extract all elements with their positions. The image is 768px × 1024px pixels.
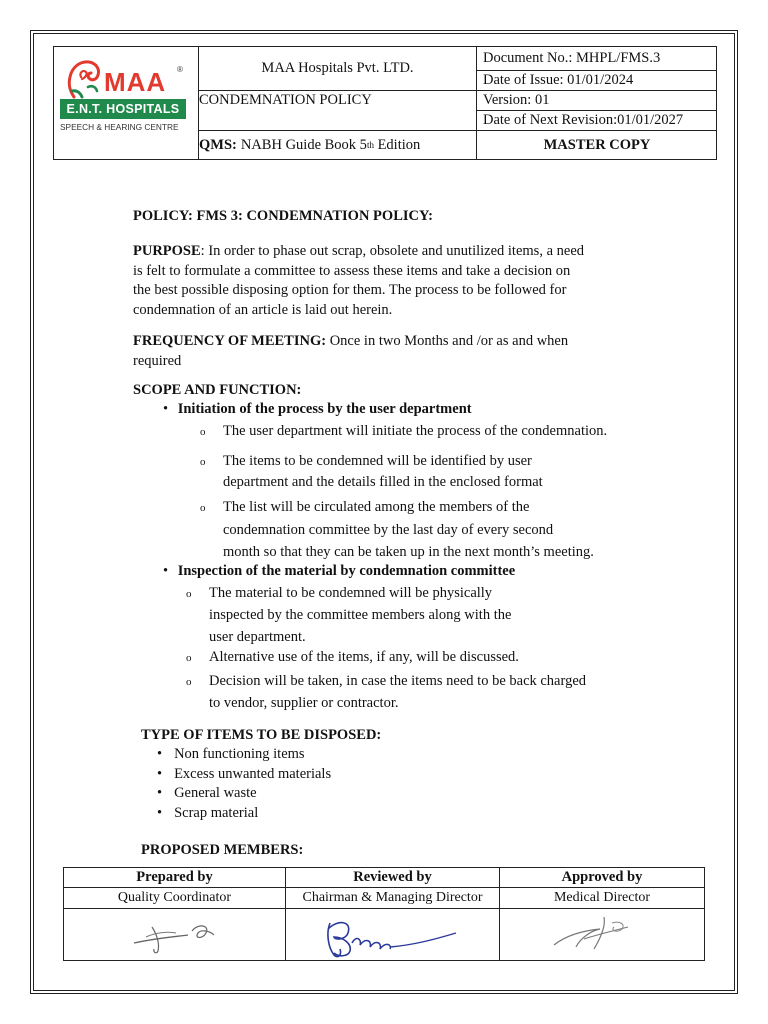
list-item-text: General waste [174,785,257,801]
company-name-cell [199,47,476,91]
list-item-text: Excess unwanted materials [174,765,332,782]
version: Version: 01 [483,92,550,108]
list-item-text: inspected by the committee members along with the [209,607,512,623]
date-of-issue: Date of Issue: 01/01/2024 [483,72,634,88]
reviewed-column [286,868,500,960]
list-item [186,649,519,666]
frequency-paragraph [133,331,693,371]
logo-registered-mark: ® [177,65,183,74]
scope-section-2 [163,563,515,580]
bullet-icon: • [157,746,163,762]
logo-brand: MAA [104,67,167,97]
prepared-signature-cell [64,909,285,960]
scope-section-1 [163,401,472,418]
prepared-signature [64,909,286,959]
circle-bullet-icon: o [200,426,206,438]
qms-tail: Edition [373,136,421,153]
policy-title: CONDEMNATION POLICY [199,92,372,108]
list-item-text: Non functioning items [174,746,305,762]
head-profile-icon [62,57,106,101]
list-item [186,670,586,711]
approved-signature [500,909,704,959]
list-item-text: user department. [209,629,306,645]
reviewed-signature-cell [286,909,499,960]
scope-heading: SCOPE AND FUNCTION: [133,382,302,398]
signoff-table [63,867,705,961]
list-item [200,496,594,560]
next-revision-cell [477,111,717,131]
header-right-column [477,47,717,159]
list-item-text: department and the details filled in the enclosed format [223,474,543,490]
list-item [200,451,543,490]
reviewed-role: Chairman & Managing Director [286,888,499,909]
date-of-issue-cell [477,71,717,91]
frequency-line-2: required [133,353,182,369]
list-item-text: The items to be condemned will be identified by user [223,453,532,469]
purpose-label: PURPOSE [133,243,201,259]
prepared-column [64,868,286,960]
header-middle-column [199,47,477,159]
members-heading: PROPOSED MEMBERS: [141,842,304,858]
list-item [157,765,331,785]
list-item [157,784,331,804]
list-item [157,804,331,824]
policy-title-cell [199,91,476,131]
items-list [157,745,331,823]
circle-bullet-icon: o [186,652,192,664]
qms-cell [199,131,476,159]
purpose-line-3: the best possible disposing option for them. The process to be followed for [133,282,567,299]
purpose-line-4: condemnation of an article is laid out herein. [133,301,393,318]
circle-bullet-icon: o [200,456,206,468]
master-copy-cell [477,131,717,159]
purpose-line-2: is felt to formulate a committee to assess these items and take a decision on [133,262,571,279]
hospital-logo [60,53,194,151]
reviewed-by-heading: Reviewed by [286,868,499,888]
circle-bullet-icon: o [186,588,192,600]
circle-bullet-icon: o [186,676,192,688]
frequency-label: FREQUENCY OF MEETING: [133,333,327,349]
bullet-icon: • [157,804,163,821]
list-item [157,745,331,765]
logo-cell [54,47,199,159]
bullet-icon: • [163,401,169,417]
list-item-text: The material to be condemned will be physically [209,585,493,601]
bullet-icon: • [157,785,163,801]
approved-role: Medical Director [500,888,704,909]
approved-signature-cell [500,909,704,960]
logo-ent-banner: E.N.T. HOSPITALS [60,99,186,119]
items-heading: TYPE OF ITEMS TO BE DISPOSED: [141,727,382,743]
bullet-icon: • [163,563,169,579]
document-header-table [53,46,717,160]
qms-value: NABH Guide Book 5 [240,136,367,153]
list-item-text: condemnation committee by the last day of every second [223,521,554,538]
list-item-text: month so that they can be taken up in the next month’s meeting. [223,544,594,560]
list-item [200,423,608,440]
purpose-paragraph [133,242,693,320]
approved-column [500,868,704,960]
list-item-text: to vendor, supplier or contractor. [209,695,399,711]
document-no: Document No.: MHPL/FMS.3 [483,50,661,66]
document-no-cell [477,47,717,71]
scope-section-2-title: Inspection of the material by condemnation committee [177,563,516,579]
logo-tagline: SPEECH & HEARING CENTRE [60,122,179,132]
list-item-text: Decision will be taken, in case the items need to be back charged [209,673,586,689]
master-copy: MASTER COPY [543,136,651,153]
list-item [186,582,512,645]
qms-superscript: th [366,140,374,150]
list-item-text: Scrap material [174,804,259,821]
scope-section-1-title: Initiation of the process by the user department [177,401,472,417]
policy-heading: POLICY: FMS 3: CONDEMNATION POLICY: [133,208,433,224]
reviewed-signature [286,909,500,959]
prepared-by-heading: Prepared by [64,868,285,888]
frequency-line-1: Once in two Months and /or as and when [326,333,569,349]
company-name: MAA Hospitals Pvt. LTD. [261,60,414,76]
version-cell [477,91,717,111]
list-item-text: The user department will initiate the process of the condemnation. [223,423,608,439]
circle-bullet-icon: o [200,502,206,514]
qms-label: QMS: [199,136,237,153]
prepared-role: Quality Coordinator [64,888,285,909]
list-item-text: The list will be circulated among the members of the [223,499,530,515]
list-item-text: Alternative use of the items, if any, will be discussed. [209,649,519,665]
bullet-icon: • [157,765,163,782]
approved-by-heading: Approved by [500,868,704,888]
next-revision: Date of Next Revision:01/01/2027 [483,112,684,128]
purpose-line-1: : In order to phase out scrap, obsolete and unutilized items, a need [200,243,585,259]
